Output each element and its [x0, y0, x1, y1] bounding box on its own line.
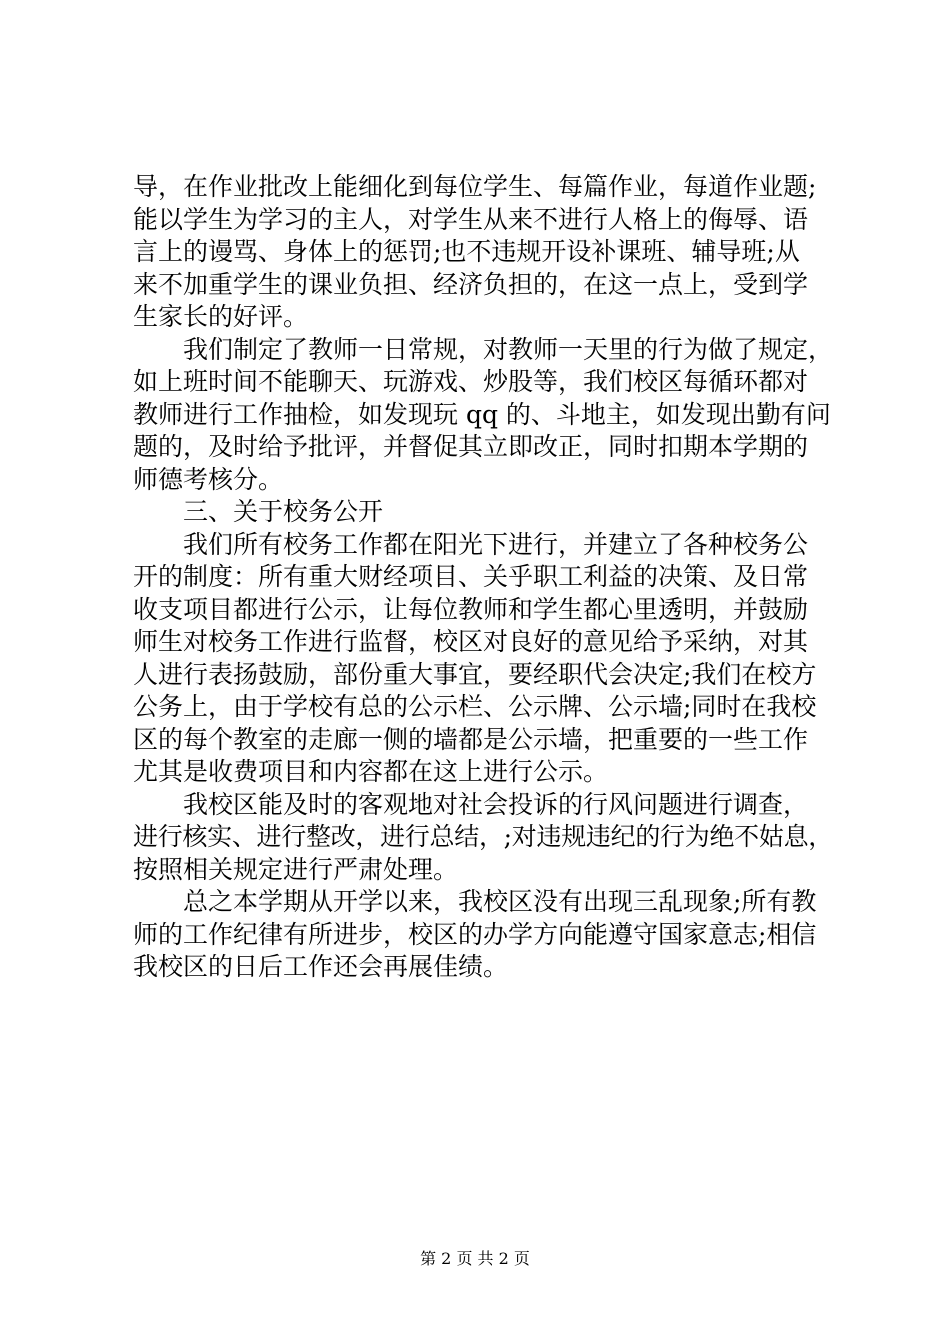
text-line: 区的每个教室的走廊一侧的墙都是公示墙，把重要的一些工作 — [133, 724, 809, 754]
text-line: 师德考核分。 — [133, 464, 284, 494]
text-line: 我校区能及时的客观地对社会投诉的行风问题进行调查， — [183, 789, 809, 819]
text-line: 进行核实、进行整改，进行总结，;对违规违纪的行为绝不姑息， — [133, 822, 834, 851]
text-line: 我校区的日后工作还会再展佳绩。 — [133, 952, 509, 981]
text-line: 师的工作纪律有所进步，校区的办学方向能遵守国家意志;相信 — [133, 919, 817, 949]
text-line: 生家长的好评。 — [133, 302, 309, 331]
text-line: 开的制度：所有重大财经项目、关乎职工利益的决策、及日常 — [133, 562, 809, 591]
document-body — [133, 171, 833, 984]
text-line: 尤其是收费项目和内容都在这上进行公示。 — [133, 757, 609, 786]
text-line: 公务上，由于学校有总的公示栏、公示牌、公示墙;同时在我校 — [133, 692, 817, 721]
text-line: 教师进行工作抽检，如发现玩 qq 的、斗地主，如发现出勤有问 — [133, 399, 831, 429]
text-line: 能以学生为学习的主人，对学生从来不进行人格上的侮辱、语 — [133, 204, 809, 234]
text-line: 按照相关规定进行严肃处理。 — [133, 854, 459, 884]
text-line: 人进行表扬鼓励，部份重大事宜，要经职代会决定;我们在校方 — [133, 659, 817, 689]
text-line: 我们所有校务工作都在阳光下进行，并建立了各种校务公 — [183, 529, 809, 559]
text-line: 题的，及时给予批评，并督促其立即改正，同时扣期本学期的 — [133, 432, 809, 461]
text-line: 师生对校务工作进行监督，校区对良好的意见给予采纳，对其 — [133, 627, 809, 656]
text-line: 导，在作业批改上能细化到每位学生、每篇作业，每道作业题; — [133, 172, 817, 201]
text-line: 来不加重学生的课业负担、经济负担的，在这一点上，受到学 — [133, 269, 809, 299]
text-line: 如上班时间不能聊天、玩游戏、炒股等，我们校区每循环都对 — [133, 367, 809, 396]
text-line: 三、关于校务公开 — [183, 497, 384, 526]
text-line: 收支项目都进行公示，让每位教师和学生都心里透明，并鼓励 — [133, 594, 809, 624]
text-line: 我们制定了教师一日常规，对教师一天里的行为做了规定， — [183, 334, 834, 364]
page-footer: 第 2 页 共 2 页 — [420, 1249, 530, 1268]
text-line: 言上的谩骂、身体上的惩罚;也不违规开设补课班、辅导班;从 — [133, 237, 800, 266]
text-line: 总之本学期从开学以来，我校区没有出现三乱现象;所有教 — [183, 887, 817, 916]
